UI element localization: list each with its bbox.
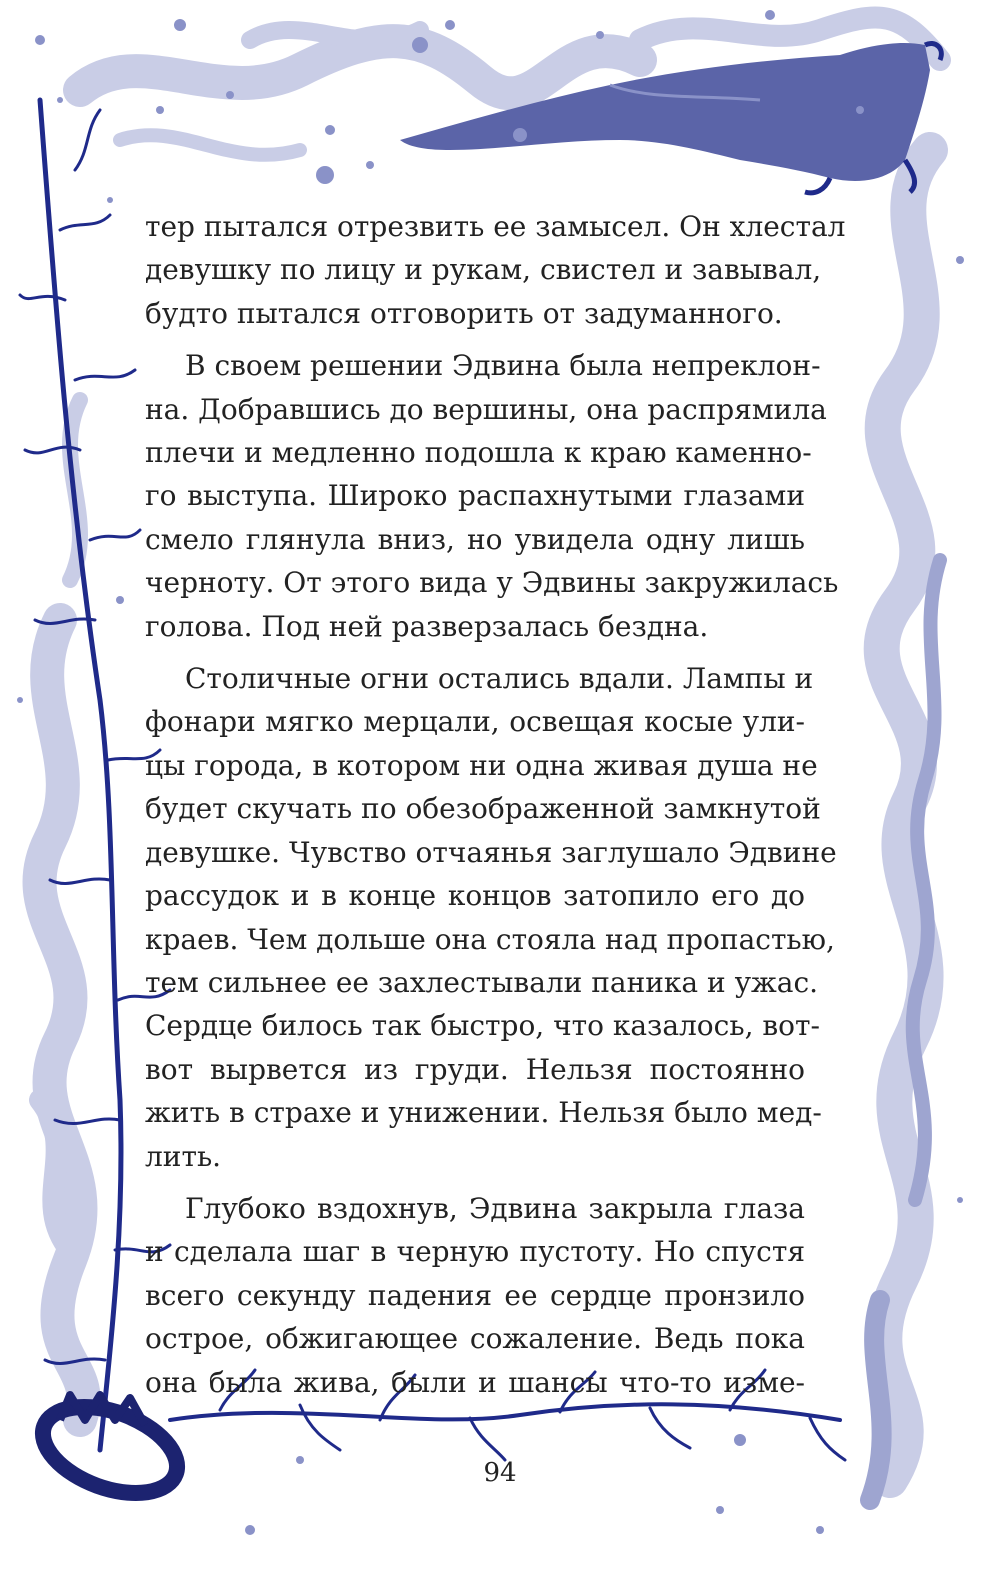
text-line: Глубоко вздохнув, Эдвина закрыла глаза	[185, 1191, 805, 1225]
paragraph	[145, 1187, 805, 1404]
text-line: тем сильнее ее захлестывали паника и ужас.	[145, 965, 819, 999]
paragraph	[145, 205, 846, 335]
text-line: черноту. От этого вида у Эдвины закружилась	[145, 566, 839, 600]
text-line: го выступа. Широко распахнутыми глазами	[145, 479, 805, 513]
text-line: острое, обжигающее сожаление. Ведь пока	[145, 1322, 805, 1356]
text-line: фонари мягко мерцали, освещая косые ули-	[145, 705, 805, 739]
text-line: плечи и медленно подошла к краю каменно-	[145, 436, 812, 470]
text-line: вот вырвется из груди. Нельзя постоянно	[145, 1052, 805, 1086]
text-line: голова. Под ней разверзалась бездна.	[145, 609, 709, 643]
text-line: будто пытался отговорить от задуманного.	[145, 296, 783, 330]
text-line: девушке. Чувство отчаянья заглушало Эдвине	[145, 835, 837, 869]
text-line: Столичные огни остались вдали. Лампы и	[185, 662, 814, 696]
paragraph	[145, 657, 837, 1178]
smoke-left-column	[39, 400, 83, 1420]
text-line: цы города, в котором ни одна живая душа не	[145, 748, 818, 782]
text-line: рассудок и в конце концов затопило его до	[145, 879, 805, 913]
text-line: девушку по лицу и рукам, свистел и завывал,	[145, 253, 822, 287]
smoke-right-column	[870, 150, 940, 1500]
body-text	[145, 205, 846, 1413]
text-line: В своем решении Эдвина была непреклон-	[185, 349, 821, 383]
text-line: всего секунду падения ее сердце пронзило	[145, 1278, 805, 1312]
text-line: жить в страхе и унижении. Нельзя было мед-	[145, 1096, 822, 1130]
text-line: будет скучать по обезображенной замкнутой	[145, 792, 821, 826]
text-line: она была жива, были и шансы что-то изме-	[145, 1365, 805, 1399]
page-number: 94	[483, 1458, 517, 1488]
paragraph	[145, 344, 839, 648]
text-line: Сердце билось так быстро, что казалось, вот-	[145, 1009, 820, 1043]
text-line: на. Добравшись до вершины, она распрямила	[145, 392, 827, 426]
text-line: лить.	[145, 1139, 222, 1173]
text-line: тер пытался отрезвить ее замысел. Он хлестал	[145, 210, 846, 243]
text-line: краев. Чем дольше она стояла над пропастью,	[145, 922, 835, 956]
text-line: и сделала шаг в черную пустоту. Но спустя	[145, 1235, 805, 1269]
text-line: смело глянула вниз, но увидела одну лишь	[145, 522, 805, 556]
